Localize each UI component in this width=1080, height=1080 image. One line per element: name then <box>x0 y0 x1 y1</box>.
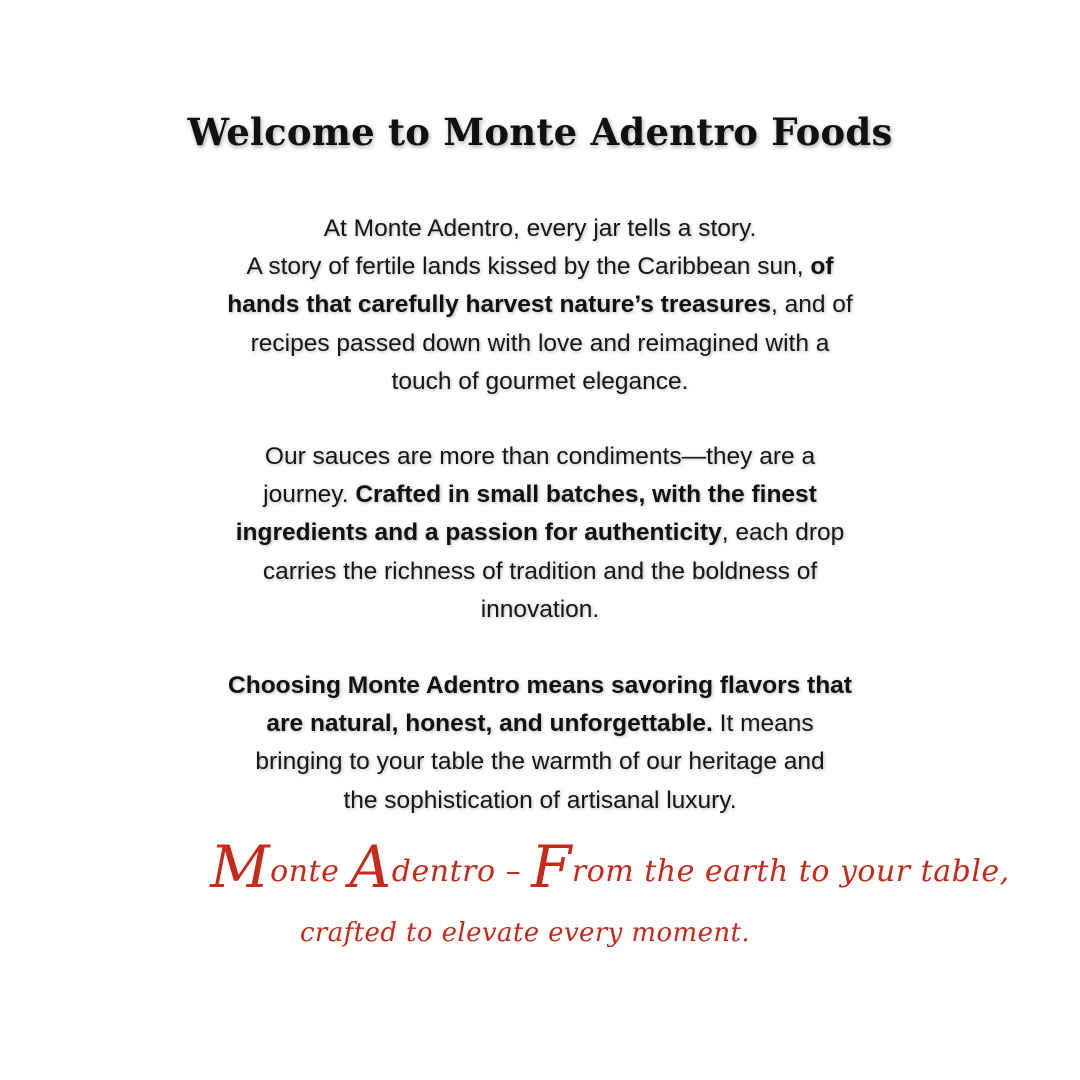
text-segment: innovation. <box>480 595 600 623</box>
text-segment: journey. <box>263 481 356 509</box>
text-segment: At Monte Adentro, every jar tells a story. <box>323 215 757 242</box>
bold-text: ingredients and a passion for authenticity <box>235 519 722 547</box>
paragraph-line <box>200 705 880 743</box>
bold-text: Choosing Monte Adentro means savoring flavors that <box>228 672 852 699</box>
tagline-initial: M <box>210 833 271 901</box>
page-title: Welcome to Monte Adentro Foods <box>187 110 893 154</box>
text-segment: Our sauces are more than condiments—they are a <box>264 443 816 470</box>
sauces-paragraph <box>200 438 880 629</box>
paragraph-line <box>200 248 880 286</box>
paragraph-line <box>200 286 880 324</box>
tagline-initial: F <box>531 833 572 901</box>
paragraph-line <box>200 782 880 820</box>
text-segment: , each drop <box>721 519 845 547</box>
tagline-text: rom the earth to your table, <box>571 854 1010 889</box>
paragraph-line <box>200 553 880 591</box>
tagline-line-1 <box>0 833 1080 904</box>
text-segment: It means <box>712 710 814 738</box>
paragraph-line <box>200 476 880 514</box>
intro-paragraph <box>200 210 880 401</box>
text-segment: recipes passed down with love and reimagined with a <box>250 329 830 357</box>
tagline-text: dentro – <box>391 854 532 889</box>
paragraph-line <box>200 514 880 552</box>
choosing-paragraph <box>200 667 880 820</box>
tagline-line-2: crafted to elevate every moment. <box>299 918 751 948</box>
paragraph-line <box>200 438 880 476</box>
paragraph-line <box>200 325 880 363</box>
bold-text: are natural, honest, and unforgettable. <box>266 710 713 738</box>
paragraph-line <box>200 363 880 401</box>
bold-text: of <box>810 253 834 281</box>
text-segment: A story of fertile lands kissed by the Caribbean sun, <box>246 253 811 281</box>
paragraph-line <box>200 667 880 705</box>
bold-text: Crafted in small batches, with the finest <box>355 481 817 509</box>
text-segment: bringing to your table the warmth of our heritage and <box>255 748 825 776</box>
paragraph-line <box>200 743 880 781</box>
text-segment: , and of <box>771 291 853 319</box>
tagline-initial: A <box>349 833 392 901</box>
paragraph-line <box>200 591 880 629</box>
text-segment: the sophistication of artisanal luxury. <box>343 786 737 814</box>
tagline-text: onte <box>270 854 350 889</box>
bold-text: hands that carefully harvest nature’s treasures <box>227 291 771 319</box>
paragraph-line <box>200 210 880 248</box>
text-segment: touch of gourmet elegance. <box>391 367 689 395</box>
text-segment: carries the richness of tradition and the boldness of <box>262 557 818 585</box>
script-tagline <box>0 833 1080 962</box>
